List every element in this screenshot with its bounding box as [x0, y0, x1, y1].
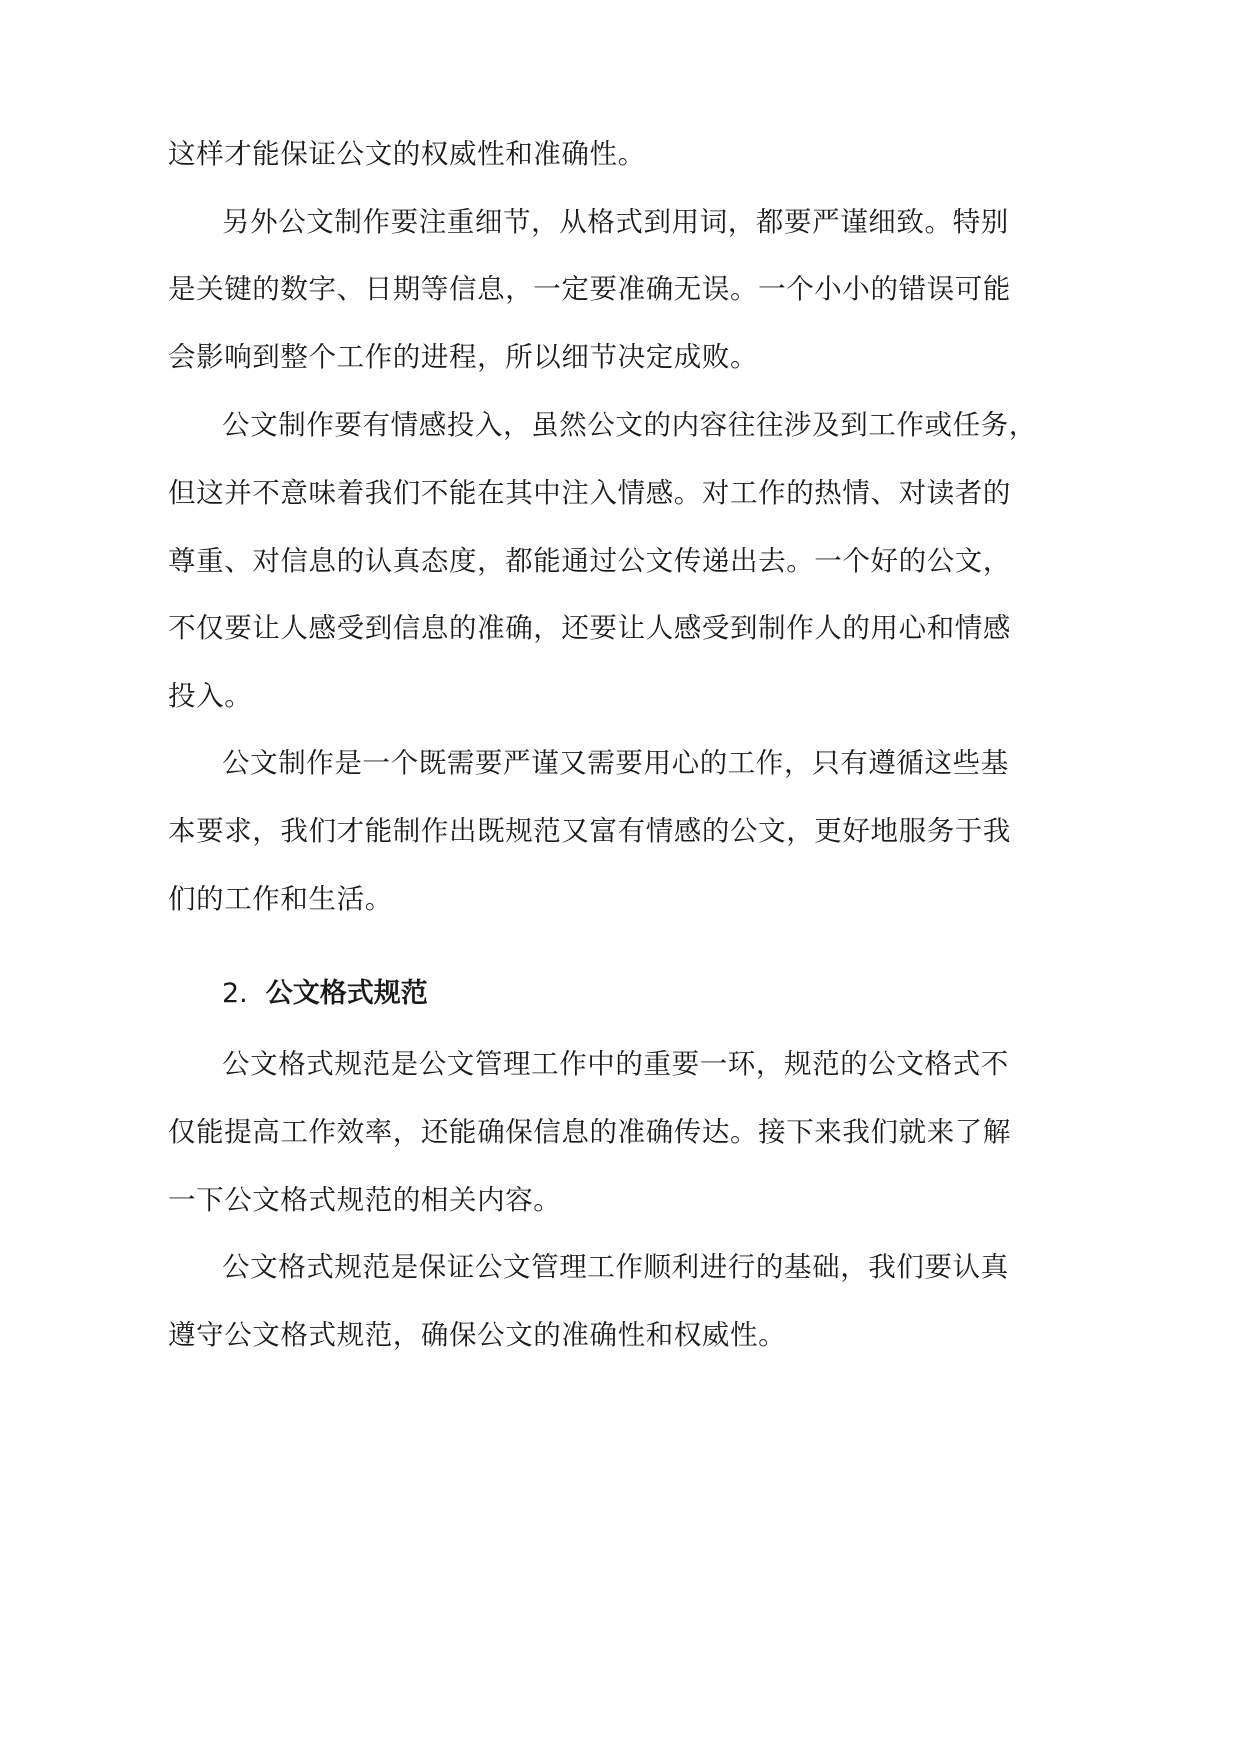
paragraph-line: 本要求，我们才能制作出既规范又富有情感的公文，更好地服务于我 [168, 815, 1011, 847]
paragraph-line: 们的工作和生活。 [168, 883, 393, 915]
section-title: 公文格式规范 [265, 978, 428, 1009]
paragraph-line: 公文格式规范是保证公文管理工作顺利进行的基础，我们要认真 [222, 1251, 1009, 1283]
paragraph-line: 遵守公文格式规范，确保公文的准确性和权威性。 [168, 1319, 787, 1351]
paragraph-line: 公文格式规范是公文管理工作中的重要一环，规范的公文格式不 [222, 1048, 1009, 1080]
paragraph-line: 公文制作要有情感投入，虽然公文的内容往往涉及到工作或任务， [222, 409, 1037, 441]
paragraph-line: 但这并不意味着我们不能在其中注入情感。对工作的热情、对读者的 [168, 477, 1011, 509]
paragraph-line: 不仅要让人感受到信息的准确，还要让人感受到制作人的用心和情感 [168, 612, 1011, 644]
paragraph-line: 这样才能保证公文的权威性和准确性。 [168, 138, 646, 170]
paragraph-line: 一下公文格式规范的相关内容。 [168, 1184, 562, 1216]
paragraph-line: 公文制作是一个既需要严谨又需要用心的工作，只有遵循这些基 [222, 747, 1009, 779]
section-heading [222, 977, 428, 1011]
paragraph-line: 会影响到整个工作的进程，所以细节决定成败。 [168, 341, 759, 373]
paragraph-line: 另外公文制作要注重细节，从格式到用词，都要严谨细致。特别 [222, 206, 1009, 238]
section-number: 2. [222, 978, 248, 1009]
paragraph-line: 投入。 [168, 680, 253, 712]
paragraph-line: 是关键的数字、日期等信息，一定要准确无误。一个小小的错误可能 [168, 273, 1011, 305]
paragraph-line: 仅能提高工作效率，还能确保信息的准确传达。接下来我们就来了解 [168, 1116, 1011, 1148]
paragraph-line: 尊重、对信息的认真态度，都能通过公文传递出去。一个好的公文， [168, 545, 1011, 577]
